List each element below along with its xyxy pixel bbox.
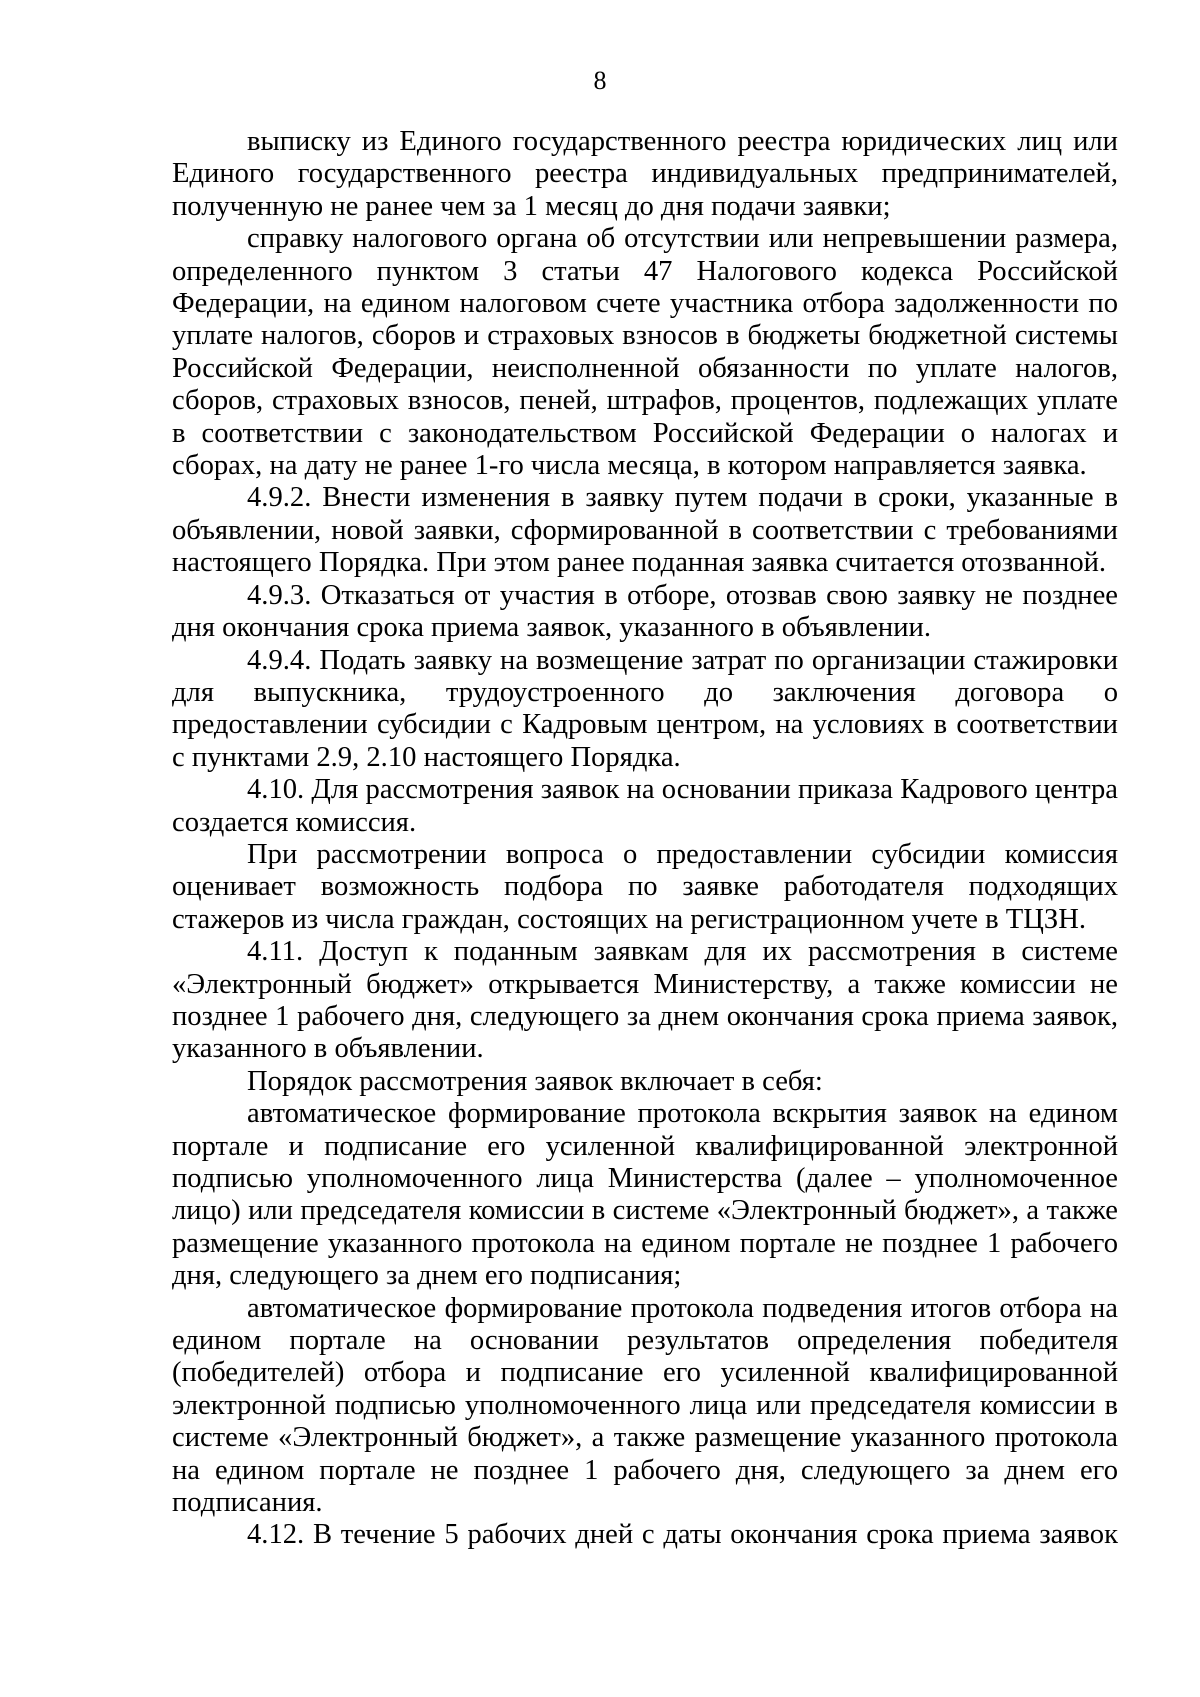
page-number: 8	[593, 66, 607, 95]
document-body	[172, 126, 1118, 1552]
paragraph-4-11: 4.11. Доступ к поданным заявкам для их рассмотрения в системе «Электронный бюджет» открывается Министерству, а также комиссии не позднее 1 рабочего дня, следующего за днем окончания срока приема заявок, указанного в объявлении.	[172, 936, 1118, 1065]
paragraph-4-12: 4.12. В течение 5 рабочих дней с даты окончания срока приема заявок	[247, 1519, 1118, 1551]
paragraph-commission-review: При рассмотрении вопроса о предоставлении субсидии комиссия оценивает возможность подбора по заявке работодателя подходящих стажеров из числа граждан, состоящих на регистрационном учете в ТЦЗН.	[172, 838, 1118, 935]
paragraph-tax-certificate: справку налогового органа об отсутствии или непревышении размера, определенного пунктом 3 статьи 47 Налогового кодекса Российской Федерации, на едином налоговом счете участника отбора задолженности по уплате налогов, сборов и страховых взносов в бюджеты бюджетной системы Российской Федерации, неисполненной обязанности по уплате налогов, сборов, страховых взносов, пеней, штрафов, процентов, подлежащих уплате в соответствии с законодательством Российской Федерации о налогах и сборах, на дату не ранее 1-го числа месяца, в котором направляется заявка.	[172, 223, 1118, 482]
paragraph-results-protocol: автоматическое формирование протокола подведения итогов отбора на едином портале на основании результатов определения победителя (победителей) отбора и подписание его усиленной квалифицированной электронной подписью уполномоченного лица или председателя комиссии в системе «Электронный бюджет», а также размещение указанного протокола на едином портале не позднее 1 рабочего дня, следующего за днем его подписания.	[172, 1292, 1118, 1519]
paragraph-4-10: 4.10. Для рассмотрения заявок на основании приказа Кадрового центра создается комиссия.	[172, 774, 1118, 838]
paragraph-4-9-4: 4.9.4. Подать заявку на возмещение затрат по организации стажировки для выпускника, трудоустроенного до заключения договора о предоставлении субсидии с Кадровым центром, на условиях в соответствии с пунктами 2.9, 2.10 настоящего Порядка.	[172, 644, 1118, 773]
paragraph-4-9-2: 4.9.2. Внести изменения в заявку путем подачи в сроки, указанные в объявлении, новой заявки, сформированной в соответствии с требованиями настоящего Порядка. При этом ранее поданная заявка считается отозванной.	[172, 482, 1118, 579]
paragraph-egrul-extract: выписку из Единого государственного реестра юридических лиц или Единого государственного реестра индивидуальных предпринимателей, полученную не ранее чем за 1 месяц до дня подачи заявки;	[172, 126, 1118, 222]
paragraph-4-9-3: 4.9.3. Отказаться от участия в отборе, отозвав свою заявку не позднее дня окончания срока приема заявок, указанного в объявлении.	[172, 579, 1118, 644]
paragraph-review-procedure: Порядок рассмотрения заявок включает в себя:	[247, 1065, 823, 1097]
paragraph-opening-protocol: автоматическое формирование протокола вскрытия заявок на едином портале и подписание его усиленной квалифицированной электронной подписью уполномоченного лица Министерства (далее – уполномоченное лицо) или председателя комиссии в системе «Электронный бюджет», а также размещение указанного протокола на едином портале не позднее 1 рабочего дня, следующего за днем его подписания;	[172, 1098, 1118, 1292]
